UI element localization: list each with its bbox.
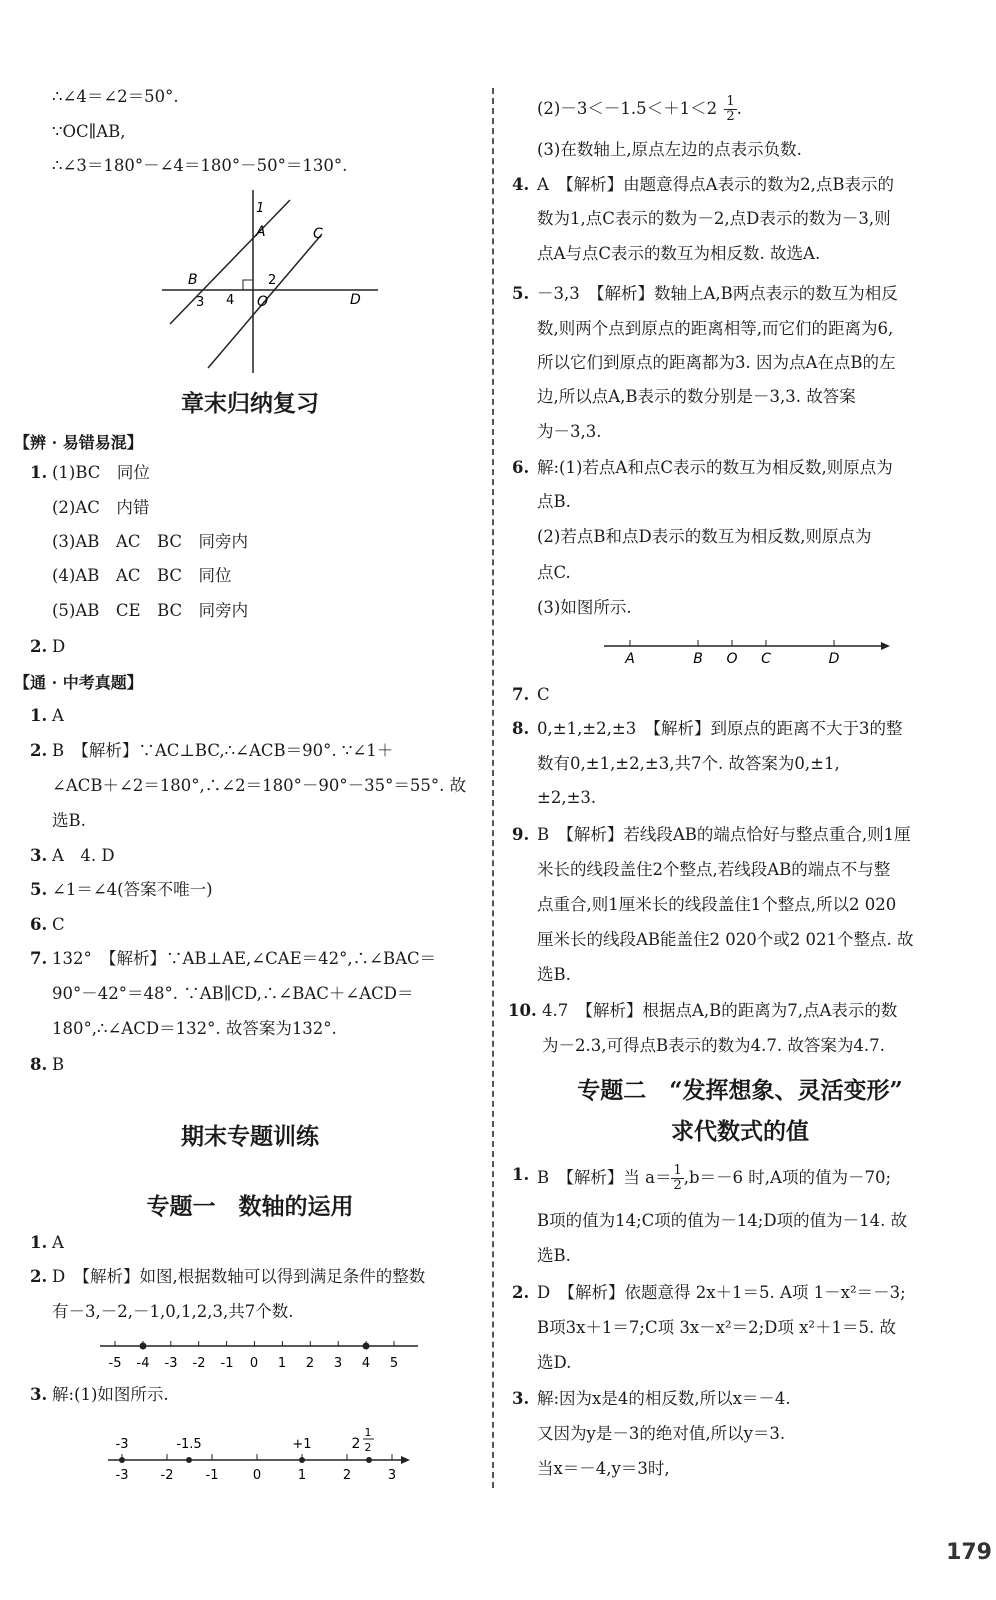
point-label: A [625, 651, 635, 667]
fraction-denominator: 2 [673, 1178, 682, 1193]
fraction-numerator: 1 [673, 1163, 682, 1178]
answer-text: (3)在数轴上,原点左边的点表示负数. [537, 140, 802, 159]
answer-text: ∠ACB＋∠2＝180°,∴∠2＝180°－90°－35°＝55°. 故 [52, 776, 467, 795]
answer-text: 解:(1)如图所示. [52, 1385, 169, 1404]
question-number: 1. [30, 1233, 48, 1252]
answer-text: (5)AB CE BC 同旁内 [52, 601, 249, 620]
answer-text: ∠1＝∠4(答案不唯一) [52, 880, 213, 899]
answer-text: 数,则两个点到原点的距离相等,而它们的距离为6, [537, 319, 894, 338]
point-label: -3 [115, 1437, 129, 1452]
marked-point [119, 1457, 125, 1463]
topic-title: 专题一 数轴的运用 [146, 1193, 354, 1220]
label-b: B [188, 272, 198, 288]
marked-point [366, 1457, 372, 1463]
answer-text: A [52, 1233, 64, 1252]
topic-subtitle: 求代数式的值 [671, 1118, 809, 1145]
answer-text: B项的值为14;C项的值为－14;D项的值为－14. 故 [537, 1211, 908, 1230]
chapter-title: 章末归纳复习 [181, 390, 319, 417]
answer-text: 4.7 【解析】根据点A,B的距离为7,点A表示的数 [542, 1001, 898, 1020]
question-number: 8. [30, 1055, 48, 1074]
tick-label: 2 [342, 1468, 352, 1483]
marked-point [140, 1343, 147, 1350]
question-number: 7. [30, 949, 48, 968]
mixed-whole: 2 [351, 1436, 361, 1452]
tick-label: -4 [136, 1356, 150, 1371]
mixed-denominator: 2 [364, 1441, 372, 1454]
answer-text: B [52, 1055, 65, 1074]
answer-text: D [52, 637, 66, 656]
label-c: C [313, 226, 323, 242]
section-title: 期末专题训练 [181, 1123, 319, 1150]
answer-text: B 【解析】若线段AB的端点恰好与整点重合,则1厘 [537, 825, 911, 844]
question-number: 3. [30, 846, 48, 865]
label-o: O [257, 294, 269, 310]
label-4: 4 [226, 293, 235, 308]
answer-text: 点重合,则1厘米长的线段盖住1个整点,所以2 020 [537, 895, 897, 914]
point-label: B [693, 651, 703, 667]
answer-text: －3,3 【解析】数轴上A,B两点表示的数互为相反 [537, 284, 898, 303]
point-label: -1.5 [176, 1437, 202, 1452]
fraction-denominator: 2 [726, 109, 735, 124]
answer-text: (2)－3＜－1.5＜＋1＜2 $\frac{1}{2}$ . [537, 94, 742, 124]
answer-text: 边,所以点A,B表示的数分别是－3,3. 故答案 [537, 387, 856, 406]
section-header: 【通 · 中考真题】 [14, 673, 143, 692]
number-line-points [600, 636, 900, 672]
question-number: 4. [512, 175, 530, 194]
question-number: 5. [30, 880, 48, 899]
label-1: 1 [256, 201, 265, 216]
answer-text: 当x＝－4,y＝3时, [537, 1459, 670, 1478]
point-label: D [828, 651, 840, 667]
answer-text: A [52, 706, 64, 725]
question-number: 3. [512, 1389, 530, 1408]
question-number: 1. [30, 706, 48, 725]
text-line: ∵OC∥AB, [52, 122, 126, 141]
question-number: 3. [30, 1385, 48, 1404]
tick-label: 5 [389, 1356, 399, 1371]
column-divider [492, 88, 494, 1488]
answer-text: 厘米长的线段AB能盖住2 020个或2 021个整点. 故 [537, 930, 914, 949]
answer-text: 解:(1)若点A和点C表示的数互为相反数,则原点为 [537, 458, 893, 477]
point-label: O [726, 651, 738, 667]
answer-text: ±2,±3. [537, 788, 597, 807]
marked-point [299, 1457, 305, 1463]
point-label: +1 [292, 1437, 312, 1452]
answer-text: (2)AC 内错 [52, 498, 150, 517]
question-number: 1. [512, 1165, 530, 1184]
marked-point [363, 1343, 370, 1350]
question-number: 6. [512, 458, 530, 477]
tick-label: 0 [252, 1468, 262, 1483]
answer-text: 为－3,3. [537, 422, 602, 441]
answer-text: 选B. [537, 1246, 571, 1265]
question-number: 6. [30, 915, 48, 934]
topic-title: 专题二 “发挥想象、灵活变形” [577, 1077, 903, 1104]
parallel-lines-figure [150, 188, 390, 378]
answer-text: 数有0,±1,±2,±3,共7个. 故答案为0,±1, [537, 754, 840, 773]
marked-point [186, 1457, 192, 1463]
text-line: ∴∠4＝∠2＝50°. [52, 87, 179, 106]
page-number: 179 [946, 1540, 992, 1565]
tick-label: -2 [160, 1468, 174, 1483]
answer-text: 点B. [537, 492, 571, 511]
answer-text: 180°,∴∠ACD＝132°. 故答案为132°. [52, 1019, 337, 1038]
tick-label: 3 [333, 1356, 343, 1371]
question-number: 8. [512, 719, 530, 738]
answer-text: 选B. [537, 965, 571, 984]
answer-text: 选B. [52, 811, 86, 830]
section-header: 【辨 · 易错易混】 [14, 433, 143, 452]
answer-text: 有－3,－2,－1,0,1,2,3,共7个数. [52, 1302, 294, 1321]
tick-label: 2 [305, 1356, 315, 1371]
tick-label: -3 [115, 1468, 129, 1483]
answer-text: B 【解析】当 a＝ $\frac{1}{2}$ ,b＝－6 时,A项的值为－70; [537, 1163, 892, 1193]
answer-text: 数为1,点C表示的数为－2,点D表示的数为－3,则 [537, 209, 891, 228]
label-a: A [256, 224, 266, 240]
question-number: 7. [512, 685, 530, 704]
number-line-rational [104, 1424, 414, 1486]
question-number: 1. [30, 463, 48, 482]
tick-label: -2 [192, 1356, 206, 1371]
answer-text: (4)AB AC BC 同位 [52, 566, 232, 585]
fraction-numerator: 1 [726, 94, 735, 109]
label-2: 2 [268, 273, 277, 288]
answer-text: B 【解析】∵AC⊥BC,∴∠ACB＝90°. ∵∠1＋ [52, 741, 394, 760]
point-label: C [761, 651, 771, 667]
answer-text: A 4. D [52, 846, 115, 865]
question-number: 2. [512, 1283, 530, 1302]
answer-text: 132° 【解析】∵AB⊥AE,∠CAE＝42°,∴∠BAC＝ [52, 949, 437, 968]
answer-text: 所以它们到原点的距离都为3. 因为点A在点B的左 [537, 353, 896, 372]
question-number: 2. [30, 1267, 48, 1286]
answer-text: 解:因为x是4的相反数,所以x＝－4. [537, 1389, 791, 1408]
question-number: 2. [30, 637, 48, 656]
question-number: 9. [512, 825, 530, 844]
question-number: 10. [508, 1001, 537, 1020]
tick-label: -5 [108, 1356, 122, 1371]
answer-text: 点A与点C表示的数互为相反数. 故选A. [537, 244, 821, 263]
number-line-integers [96, 1336, 426, 1372]
mixed-numerator: 1 [364, 1426, 372, 1439]
answer-text: 0,±1,±2,±3 【解析】到原点的距离不大于3的整 [537, 719, 903, 738]
tick-label: -3 [164, 1356, 178, 1371]
answer-text: 选D. [537, 1353, 572, 1372]
tick-label: -1 [205, 1468, 219, 1483]
answer-text: D 【解析】如图,根据数轴可以得到满足条件的整数 [52, 1267, 426, 1286]
tick-label: 0 [249, 1356, 259, 1371]
answer-text: D 【解析】依题意得 2x＋1＝5. A项 1－x²＝－3; [537, 1283, 906, 1302]
tick-label: 3 [387, 1468, 397, 1483]
answer-text: 又因为y是－3的绝对值,所以y＝3. [537, 1424, 786, 1443]
question-number: 2. [30, 741, 48, 760]
tick-label: 4 [361, 1356, 371, 1371]
answer-text: (2)若点B和点D表示的数互为相反数,则原点为 [537, 527, 872, 546]
answer-text: (1)BC 同位 [52, 463, 150, 482]
answer-text: C [537, 685, 550, 704]
answer-text: (3)如图所示. [537, 598, 632, 617]
answer-text: (3)AB AC BC 同旁内 [52, 532, 249, 551]
tick-label: 1 [297, 1468, 307, 1483]
tick-label: -1 [220, 1356, 234, 1371]
answer-text: B项3x＋1＝7;C项 3x－x²＝2;D项 x²＋1＝5. 故 [537, 1318, 897, 1337]
answer-text: C [52, 915, 65, 934]
answer-text: 为－2.3,可得点B表示的数为4.7. 故答案为4.7. [542, 1036, 885, 1055]
answer-text: 点C. [537, 563, 571, 582]
answer-text: A 【解析】由题意得点A表示的数为2,点B表示的 [537, 175, 894, 194]
label-3: 3 [196, 295, 205, 310]
answer-text: 90°－42°＝48°. ∵AB∥CD,∴∠BAC＋∠ACD＝ [52, 984, 414, 1003]
label-d: D [350, 292, 361, 308]
answer-text: 米长的线段盖住2个整点,若线段AB的端点不与整 [537, 860, 891, 879]
text-line: ∴∠3＝180°－∠4＝180°－50°＝130°. [52, 156, 348, 175]
question-number: 5. [512, 284, 530, 303]
tick-label: 1 [277, 1356, 287, 1371]
